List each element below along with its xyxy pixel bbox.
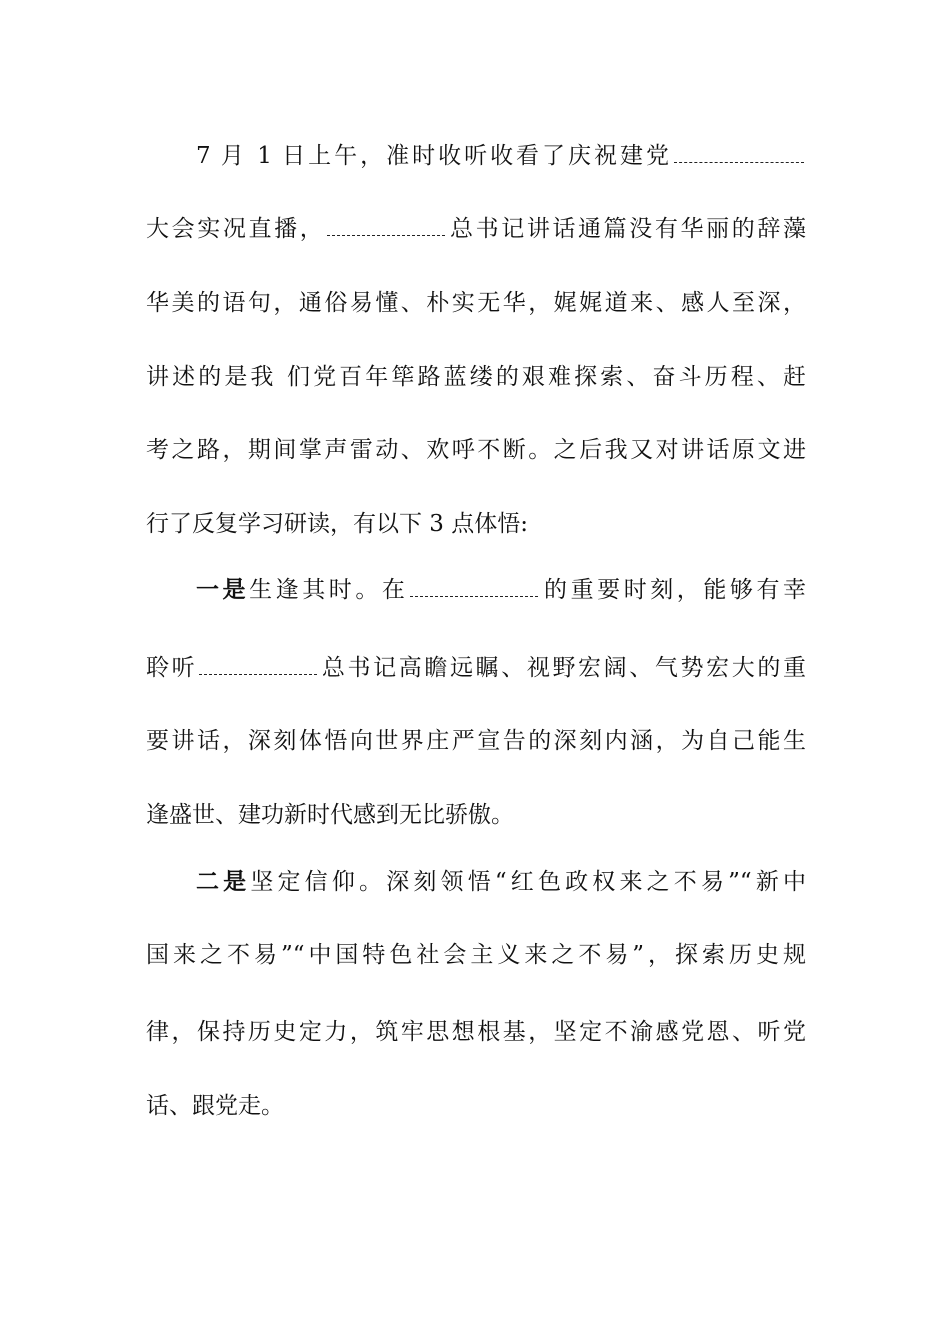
paragraph-2-line-4: [146, 795, 806, 835]
paragraph-lead: 一是: [196, 576, 250, 603]
paragraph-1-line-3: [146, 283, 806, 323]
text-segment: 7 月 1 日上午，准时收听收看了庆祝建党: [196, 143, 672, 169]
text-segment: 总书记讲话通篇没有华丽的辞藻: [447, 216, 807, 242]
fill-in-blank: [674, 148, 804, 163]
paragraph-3-line-3: [146, 1012, 806, 1052]
paragraph-3-line-1: [196, 862, 806, 902]
paragraph-lead: 二是: [196, 868, 251, 895]
paragraph-2-line-2: [146, 648, 806, 688]
text-segment: 总书记高瞻远瞩、视野宏阔、气势宏大的重: [319, 655, 807, 681]
text-segment: 华美的语句，通俗易懂、朴实无华，娓娓道来、感人至深，: [146, 290, 806, 316]
paragraph-1-line-1: [196, 136, 806, 176]
text-segment: 国来之不易”“中国特色社会主义来之不易”，探索历史规: [146, 942, 806, 968]
paragraph-1-line-5: [146, 430, 806, 470]
fill-in-blank: [327, 221, 445, 236]
text-segment: 大会实况直播，: [146, 216, 326, 242]
paragraph-3-line-2: [146, 935, 806, 975]
text-segment: 逢盛世、建功新时代感到无比骄傲。: [146, 802, 514, 828]
paragraph-1-line-4: [146, 357, 806, 397]
text-segment: 行了反复学习研读，有以下 3 点体悟:: [146, 511, 529, 537]
text-segment: 聆听: [146, 655, 198, 681]
text-segment: 要讲话，深刻体悟向世界庄严宣告的深刻内涵，为自己能生: [146, 728, 806, 754]
text-segment: 坚定信仰。深刻领悟“红色政权来之不易”“新中: [250, 869, 806, 895]
paragraph-1-line-2: [146, 209, 806, 249]
paragraph-1-line-6: [146, 504, 806, 544]
fill-in-blank: [199, 660, 317, 675]
text-segment: 律，保持历史定力，筑牢思想根基，坚定不渝感党恩、听党: [146, 1019, 806, 1045]
text-segment: 讲述的是我 们党百年筚路蓝缕的艰难探索、奋斗历程、赶: [146, 364, 806, 390]
paragraph-2-line-3: [146, 721, 806, 761]
paragraph-2-line-1: [196, 570, 806, 610]
text-segment: 的重要时刻，能够有幸: [540, 577, 807, 603]
paragraph-3-line-4: [146, 1086, 806, 1126]
fill-in-blank: [410, 582, 538, 597]
text-segment: 话、跟党走。: [146, 1093, 284, 1119]
text-segment: 考之路，期间掌声雷动、欢呼不断。之后我又对讲话原文进: [146, 437, 806, 463]
text-segment: 生逢其时。在: [249, 577, 409, 603]
